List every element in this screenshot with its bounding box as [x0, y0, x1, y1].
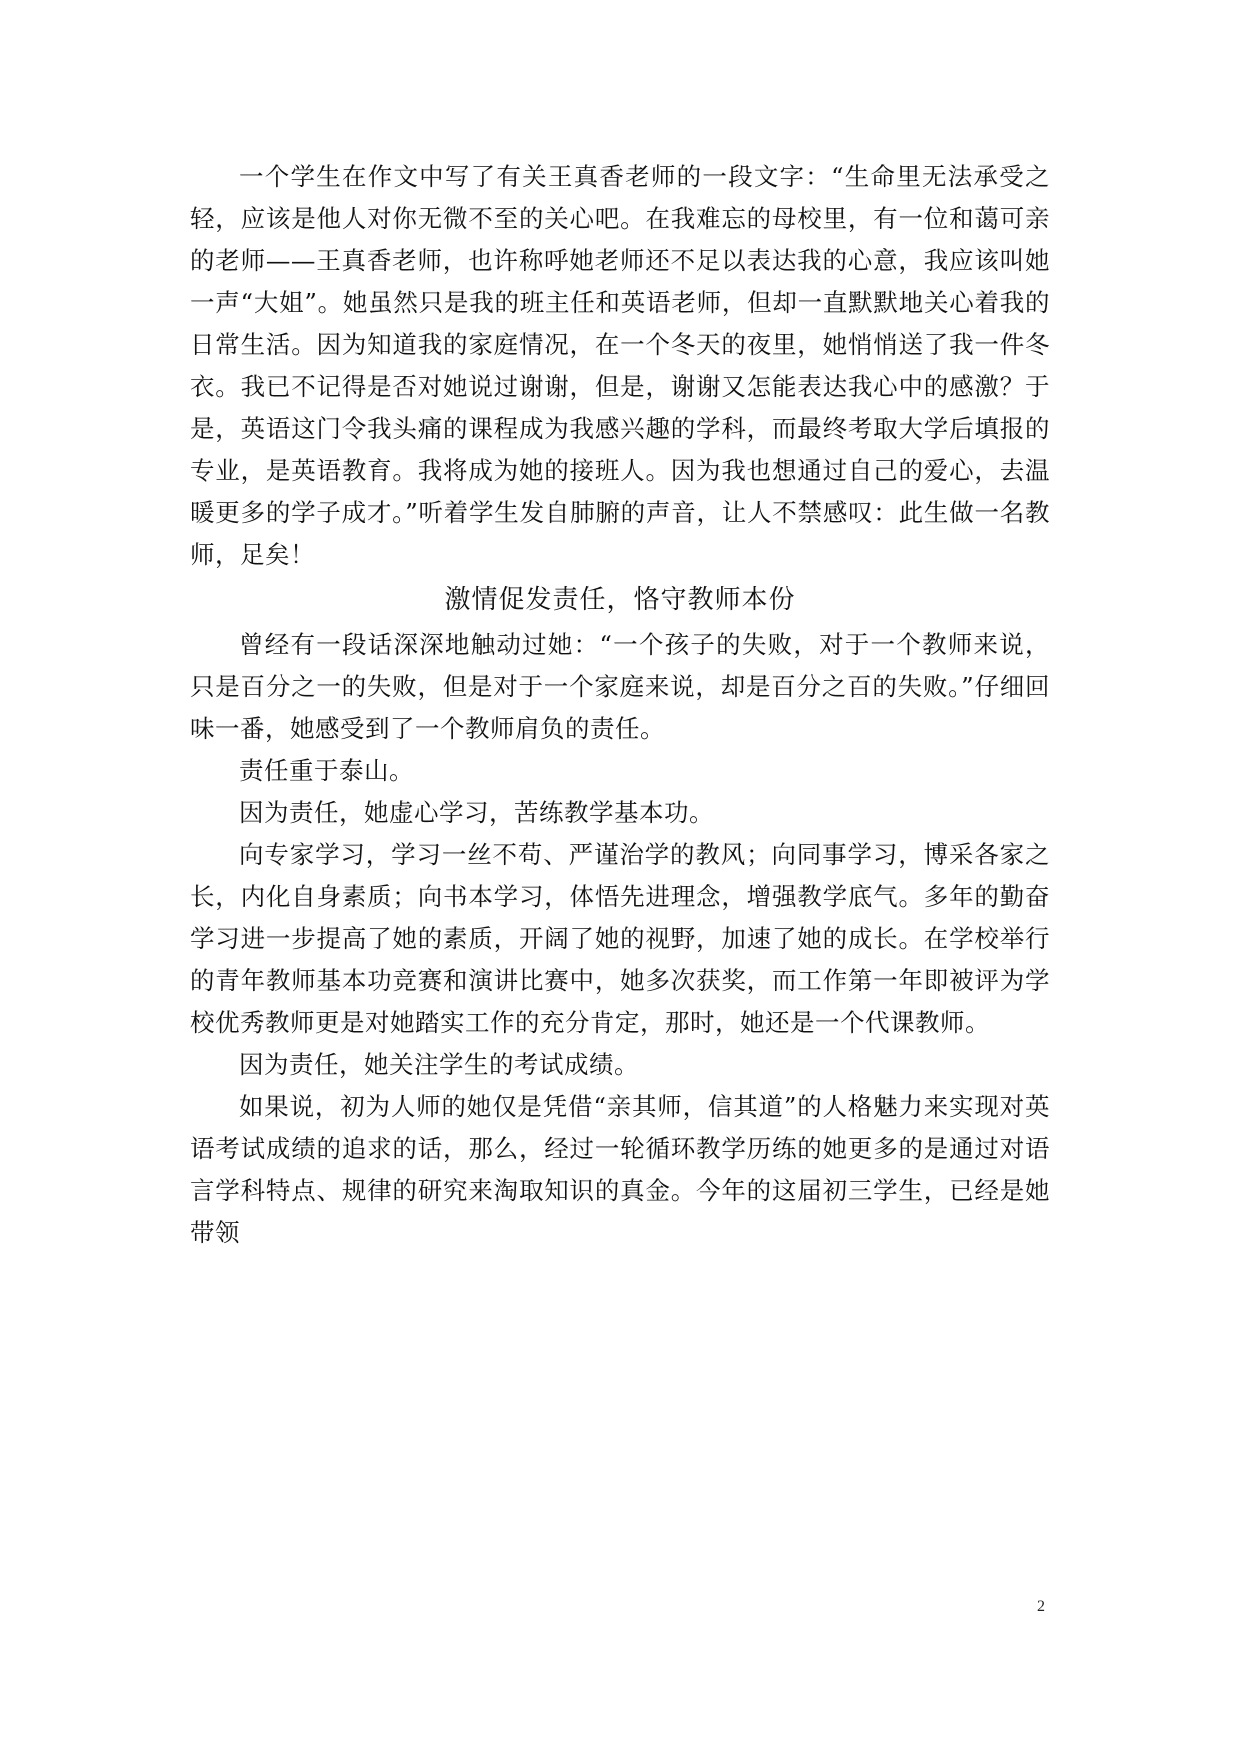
- page-number: 2: [1037, 1598, 1045, 1615]
- paragraph-responsibility-quote: 曾经有一段话深深地触动过她：“一个孩子的失败，对于一个教师来说，只是百分之一的失败，但是对于一个家庭来说，却是百分之百的失败。”仔细回味一番，她感受到了一个教师肩负的责任。: [190, 630, 1050, 743]
- paragraph-exam-details: 如果说，初为人师的她仅是凭借“亲其师，信其道”的人格魅力来实现对英语考试成绩的追求的话，那么，经过一轮循环教学历练的她更多的是通过对语言学科特点、规律的研究来淘取知识的真金。今年的这届初三学生，已经是她带领: [190, 1092, 1050, 1247]
- paragraph-exam-focus: 因为责任，她关注学生的考试成绩。: [239, 1050, 639, 1079]
- document-body: [190, 156, 1050, 1254]
- paragraph-student-essay: 一个学生在作文中写了有关王真香老师的一段文字：“生命里无法承受之轻，应该是他人对你无微不至的关心吧。在我难忘的母校里，有一位和蔼可亲的老师——王真香老师，也许称呼她老师还不足以表达我的心意，我应该叫她一声“大姐”。她虽然只是我的班主任和英语老师，但却一直默默地关心着我的日常生活。因为知道我的家庭情况，在一个冬天的夜里，她悄悄送了我一件冬衣。我已不记得是否对她说过谢谢，但是，谢谢又怎能表达我心中的感激？于是，英语这门令我头痛的课程成为我感兴趣的学科，而最终考取大学后填报的专业，是英语教育。我将成为她的接班人。因为我也想通过自己的爱心，去温暖更多的学子成才。”听着学生发自肺腑的声音，让人不禁感叹：此生做一名教师，足矣！: [190, 162, 1050, 569]
- section-heading: 激情促发责任，恪守教师本份: [444, 585, 796, 615]
- paragraph-responsibility-weight: 责任重于泰山。: [239, 756, 414, 785]
- paragraph-learning-details: 向专家学习，学习一丝不苟、严谨治学的教风；向同事学习，博采各家之长，内化自身素质；向书本学习，体悟先进理念，增强教学底气。多年的勤奋学习进一步提高了她的素质，开阔了她的视野，加速了她的成长。在学校举行的青年教师基本功竞赛和演讲比赛中，她多次获奖，而工作第一年即被评为学校优秀教师更是对她踏实工作的充分肯定，那时，她还是一个代课教师。: [190, 840, 1050, 1037]
- paragraph-humble-learning: 因为责任，她虚心学习，苦练教学基本功。: [239, 798, 714, 827]
